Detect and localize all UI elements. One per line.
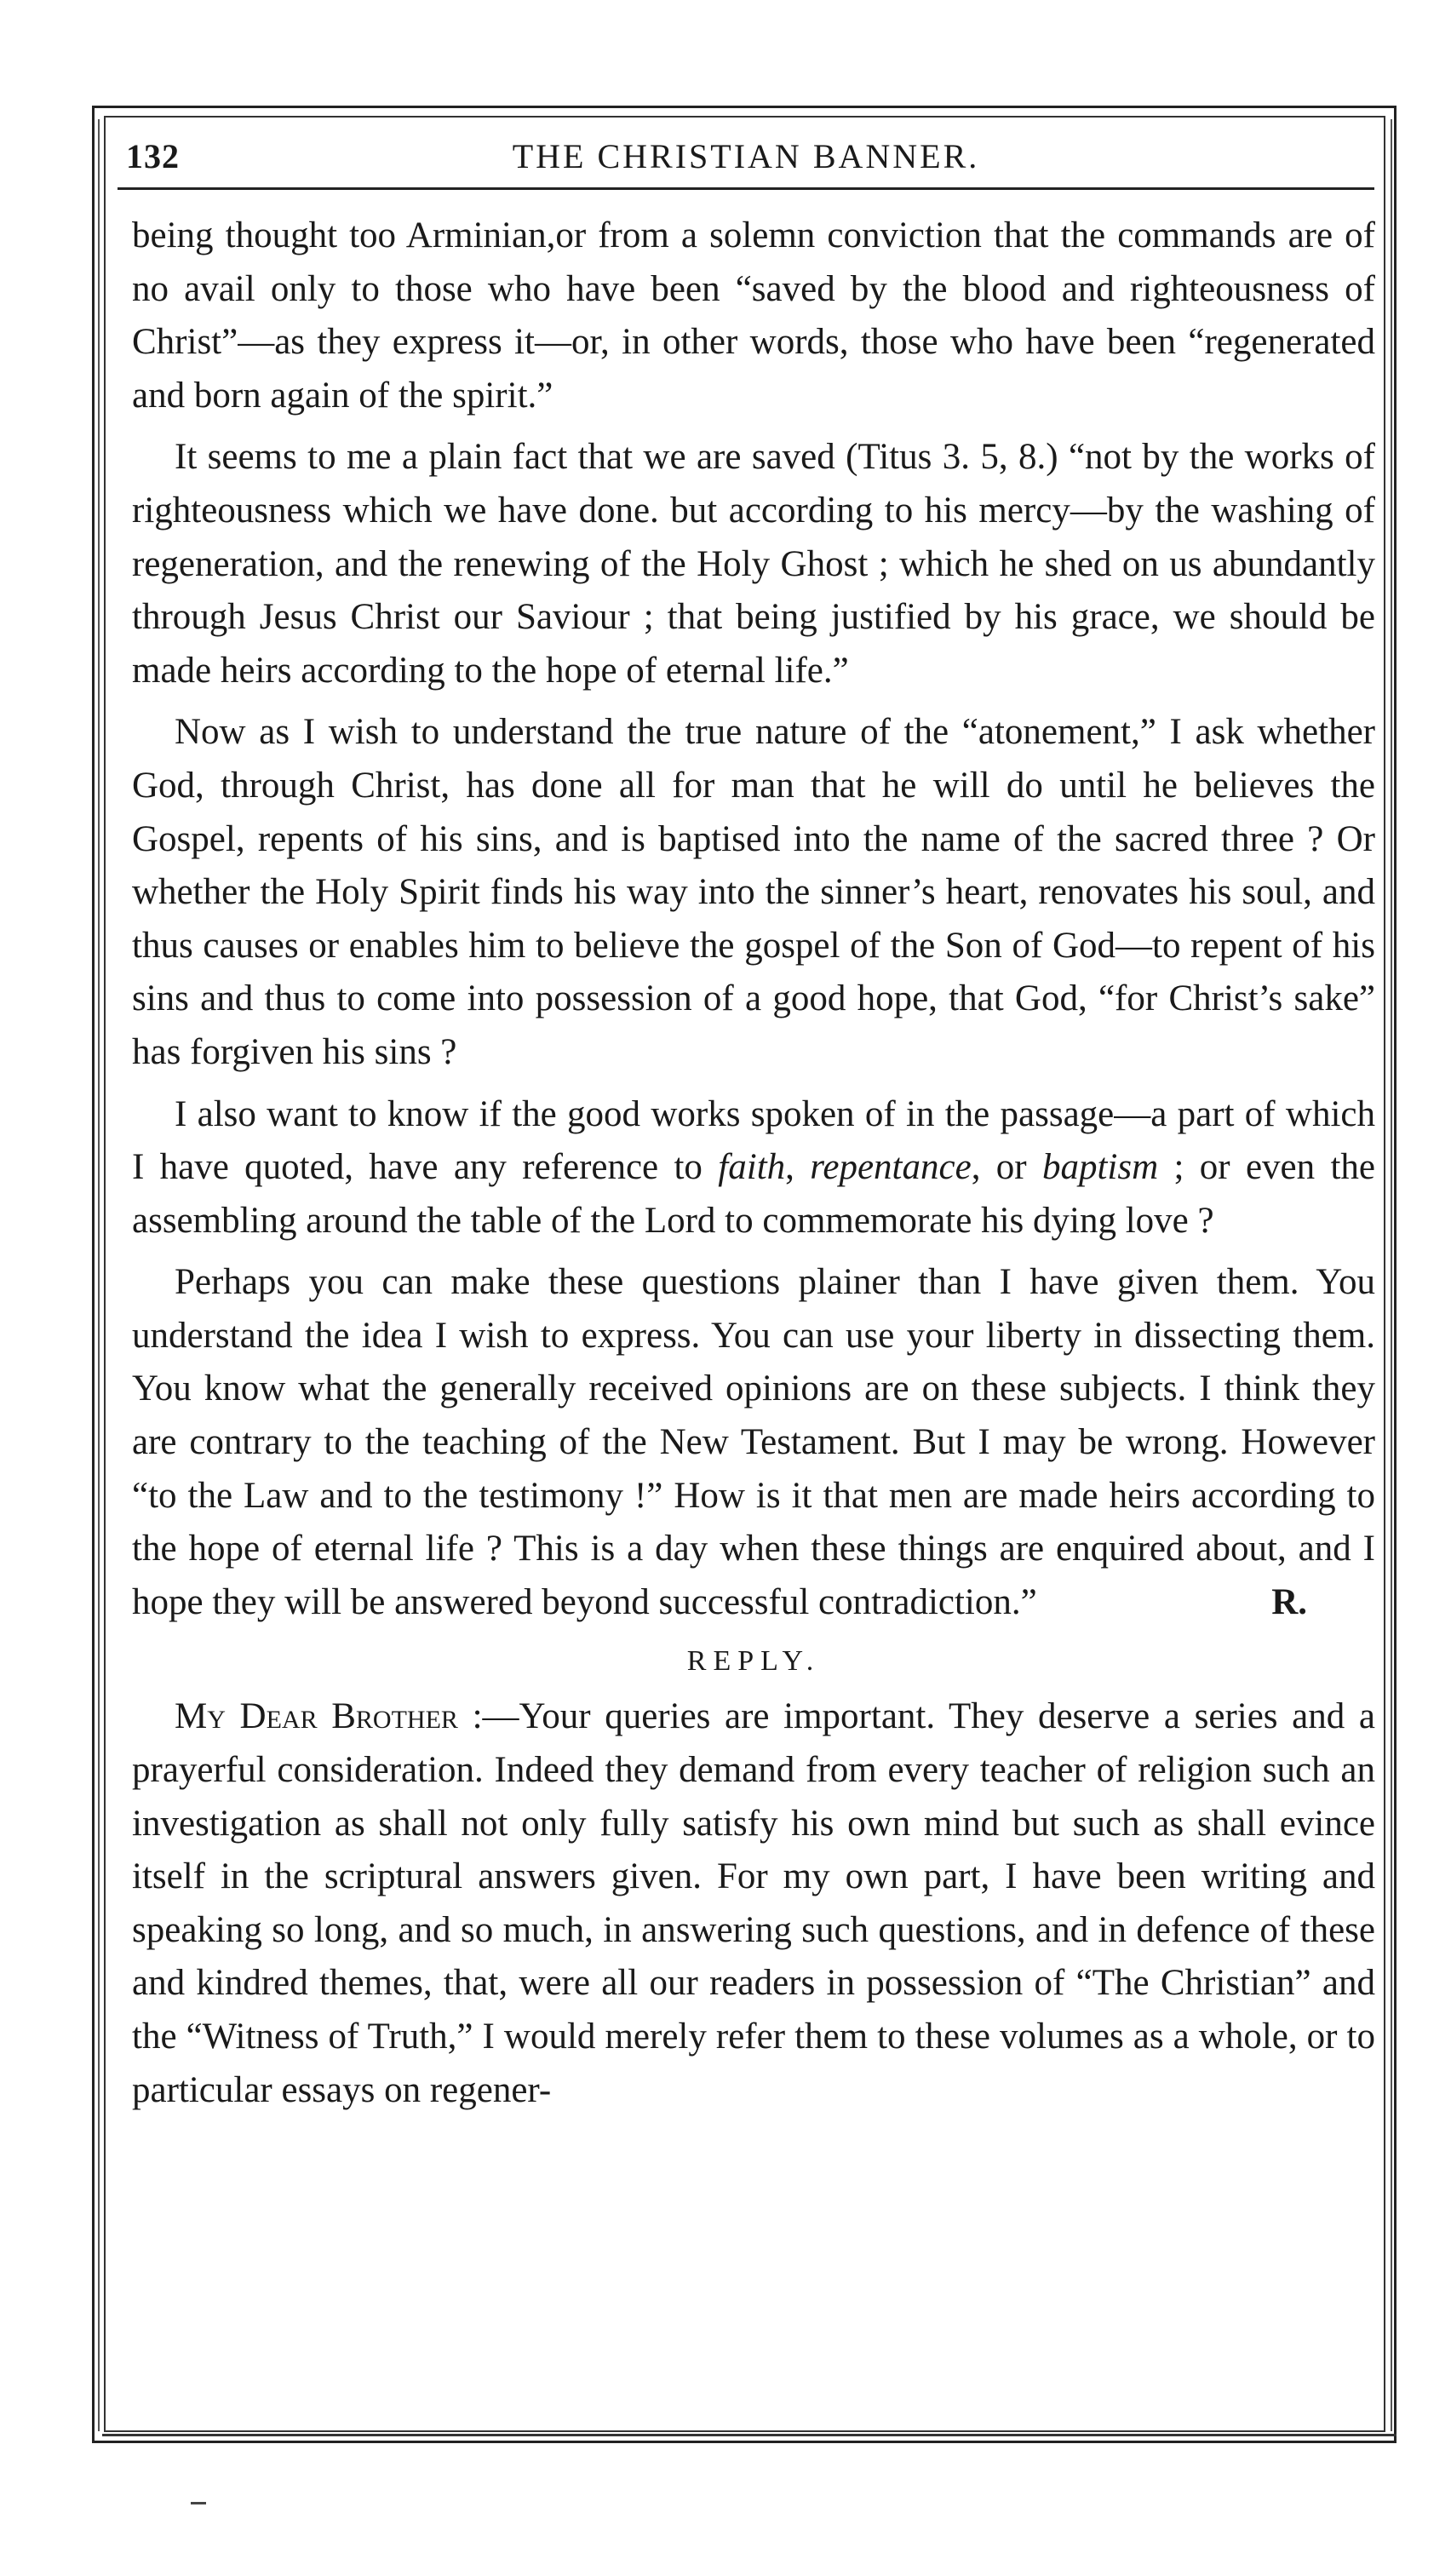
reply-heading: REPLY. (686, 1645, 821, 1678)
paragraph-1: being thought too Arminian,or from a solemn conviction that the commands are of no avail only to those who have been “saved by the blood and righteousness of Christ”—as they express it—or, in other words, those who have been “regenerated and born again of the spirit.” (132, 215, 1375, 416)
italic-baptism: baptism (1041, 1147, 1159, 1188)
paragraph-5-text: Perhaps you can make these questions plainer than I have given them. You understand the idea I wish to express. You can use your liberty in dissecting them. You know what the generally received opinions are on these subjects. I think they are contrary to the teaching of the New Testament. But I may be wrong. However “to the Law and to the testimony !” How is it that men are made heirs according to the hope of eternal life ? This is a day when these things are enquired about, and I hope they will be answered beyond successful contradiction.” (132, 1262, 1375, 1622)
separator-2: , or (971, 1147, 1042, 1188)
reply-salutation: My Dear Brother (175, 1696, 458, 1737)
running-head: THE CHRISTIAN BANNER. (512, 137, 980, 175)
paragraph-4-text-a: I also want to know if the good works spoken of in the passage—a part of which I have quoted, have any reference to (132, 1093, 1375, 1188)
page-header (118, 126, 1374, 190)
left-border-rule (98, 119, 100, 2431)
reply-paragraph (132, 1690, 1375, 2117)
paragraph-5 (132, 1256, 1375, 1629)
right-border-rule (1391, 119, 1392, 2431)
separator-1: , (785, 1147, 811, 1188)
signature: R. (1271, 1581, 1307, 1622)
paragraph-4 (132, 1088, 1375, 1248)
page-number: 132 (126, 137, 180, 175)
paragraph-4-text-b: ; or even the assembling around the table of the Lord to commemorate his dying love ? (132, 1147, 1375, 1241)
page-body (132, 209, 1375, 2126)
paragraph-3: Now as I wish to understand the true nature of the “atonement,” I ask whether God, through Christ, has done all for man that he will do until he believes the Gospel, repents of his sins, and is baptised into the name of the sacred three ? Or whether the Holy Spirit finds his way into the sinner’s heart, renovates his soul, and thus causes or enables him to believe the gospel of the Son of God—to repent of his sins and thus to come into possession of a good hope, that God, “for Christ’s sake” has forgiven his sins ? (132, 712, 1375, 1072)
bottom-border-rule (102, 2434, 1397, 2436)
italic-repentance: repentance (810, 1147, 972, 1188)
reply-text: :—Your queries are important. They deserve a series and a prayerful consideration. Indeed they demand from every teacher of religion such an investigation as shall not only fully satisfy his own mind but such as shall evince itself in the scriptural answers given. For my own part, I have been writing and speaking so long, and so much, in answering such questions, and in defence of these and kindred themes, that, were all our readers in possession of “The Christian” and the “Witness of Truth,” I would merely refer them to these volumes as a whole, or to particular essays on regener- (132, 1696, 1375, 2110)
paragraph-2: It seems to me a plain fact that we are saved (Titus 3. 5, 8.) “not by the works of righteousness which we have done. but according to his mercy—by the washing of regeneration, and the renewing of the Holy Ghost ; which he shed on us abundantly through Jesus Christ our Saviour ; that being justified by his grace, we should be made heirs according to the hope of eternal life.” (132, 437, 1375, 691)
stray-mark (191, 2502, 206, 2504)
italic-faith: faith (718, 1147, 786, 1188)
